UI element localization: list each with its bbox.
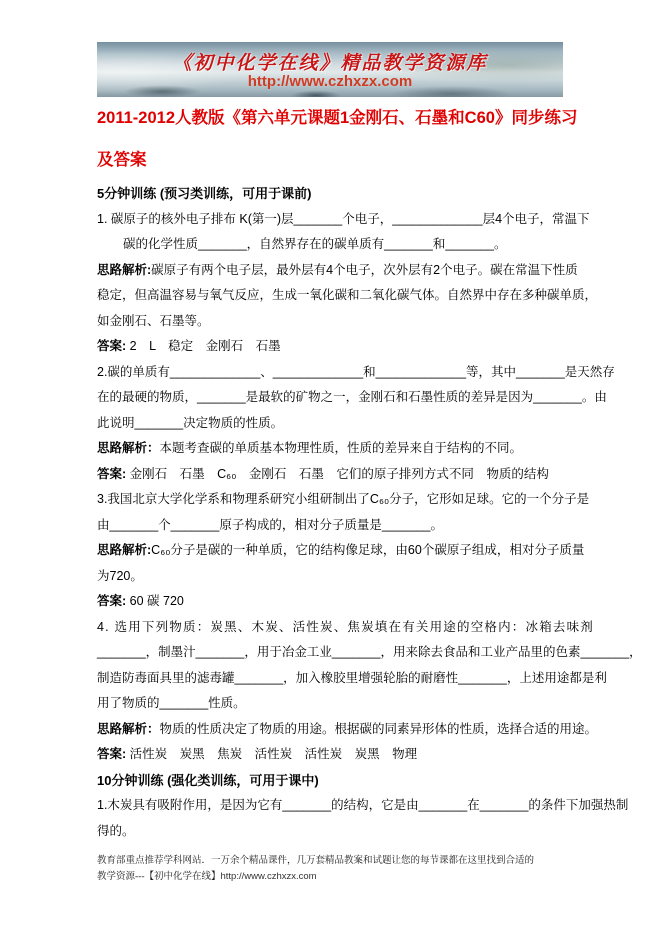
question-2-line-3: 此说明_______决定物质的性质。 bbox=[97, 415, 284, 430]
section-2-header: 10分钟训练 (强化类训练，可用于课中) bbox=[97, 772, 319, 788]
analysis-1-line-3: 如金刚石、石墨等。 bbox=[97, 313, 210, 328]
document-title bbox=[97, 97, 578, 181]
page-footer bbox=[97, 853, 661, 885]
analysis-3 bbox=[97, 538, 661, 589]
question-5 bbox=[97, 793, 661, 844]
question-1-line-1: 1. 碳原子的核外电子排布 K(第一)层_______个电子，_____________层4个电子，常温下 bbox=[97, 211, 590, 226]
answer-2 bbox=[97, 462, 661, 488]
document-title-line-1: 2011-2012人教版《第六单元课题1金刚石、石墨和C60》同步练习 bbox=[97, 109, 578, 127]
answer-1-text: 2 L 稳定 金刚石 石墨 bbox=[126, 339, 281, 353]
answer-4-label: 答案: bbox=[97, 747, 127, 761]
analysis-1 bbox=[97, 258, 661, 335]
footer-line-2-text: 教学资源---【初中化学在线】 bbox=[97, 872, 221, 882]
question-4-line-4: 用了物质的_______性质。 bbox=[97, 696, 246, 710]
analysis-3-line-2: 为720。 bbox=[97, 568, 143, 583]
banner-site-url: http://www.czhxzx.com bbox=[247, 73, 413, 90]
answer-3 bbox=[97, 589, 661, 615]
footer-line-1: 教育部重点推荐学科网站．一万余个精品课件，几万套精品教案和试题让您的每节课都在这里找到合适的 bbox=[97, 856, 535, 866]
question-2 bbox=[97, 360, 661, 437]
analysis-1-text: 碳原子有两个电子层，最外层有4个电子，次外层有2个电子。碳在常温下性质 bbox=[151, 262, 578, 277]
question-5-line-1: 1.木炭具有吸附作用，是因为它有_______的结构，它是由_______在_______的条件下加强热制 bbox=[97, 798, 629, 812]
question-3-line-1: 3.我国北京大学化学系和物理系研究小组研制出了C₆₀分子，它形如足球。它的一个分子是 bbox=[97, 492, 590, 506]
analysis-1-line-2: 稳定，但高温容易与氧气反应，生成一氧化碳和二氧化碳气体。自然界中存在多种碳单质， bbox=[97, 288, 598, 302]
question-3 bbox=[97, 487, 661, 538]
site-banner-image bbox=[97, 42, 563, 97]
answer-3-text: 60 碳 720 bbox=[126, 594, 184, 608]
question-1-line-2: 碳的化学性质_______，自然界存在的碳单质有_______和_______。 bbox=[123, 237, 507, 251]
question-4-line-2: _______，制墨汁_______，用于冶金工业_______，用来除去食品和工业产品里的色素_______， bbox=[97, 645, 642, 659]
answer-1 bbox=[97, 334, 661, 360]
section-1-header: 5分钟训练 (预习类训练，可用于课前) bbox=[97, 186, 312, 201]
question-2-line-2: 在的最硬的物质，_______是最软的矿物之一，金刚石和石墨性质的差异是因为_______。由 bbox=[97, 390, 607, 404]
question-5-line-2: 得的。 bbox=[97, 823, 135, 838]
analysis-4-text: 物质的性质决定了物质的用途。根据碳的同素异形体的性质，选择合适的用途。 bbox=[159, 721, 598, 736]
analysis-1-line-1 bbox=[97, 258, 661, 284]
answer-4-text: 活性炭 炭黑 焦炭 活性炭 活性炭 炭黑 物理 bbox=[126, 747, 418, 761]
answer-3-label: 答案: bbox=[97, 594, 127, 608]
analysis-4-label: 思路解析： bbox=[97, 721, 160, 736]
analysis-2-label: 思路解析： bbox=[97, 441, 160, 455]
question-4-line-1: 4. 选用下列物质：炭黑、木炭、活性炭、焦炭填在有关用途的空格内：冰箱去味剂 bbox=[97, 619, 594, 634]
question-1 bbox=[97, 207, 661, 258]
answer-2-label: 答案: bbox=[97, 466, 127, 481]
banner-site-title: 《初中化学在线》精品教学资源库 bbox=[172, 53, 488, 74]
answer-1-label: 答案: bbox=[97, 339, 127, 353]
document-title-line-2: 及答案 bbox=[97, 151, 147, 169]
analysis-4 bbox=[97, 717, 661, 743]
analysis-1-label: 思路解析: bbox=[97, 262, 152, 277]
question-4 bbox=[97, 615, 661, 717]
analysis-2 bbox=[97, 436, 661, 462]
question-2-line-1: 2.碳的单质有_____________、_____________和_____________等，其中_______是天然存 bbox=[97, 364, 615, 379]
answer-2-text: 金刚石 石墨 C₆₀ 金刚石 石墨 它们的原子排列方式不同 物质的结构 bbox=[126, 466, 549, 481]
analysis-3-label: 思路解析: bbox=[97, 543, 152, 557]
analysis-2-text: 本题考查碳的单质基本物理性质，性质的差异来自于结构的不同。 bbox=[159, 441, 523, 455]
analysis-3-line-1 bbox=[97, 538, 661, 564]
question-4-line-3: 制造防毒面具里的滤毒罐_______，加入橡胶里增强轮胎的耐磨性_______，上述用途都是利 bbox=[97, 670, 607, 685]
analysis-3-text: C₆₀分子是碳的一种单质，它的结构像足球，由60个碳原子组成，相对分子质量 bbox=[151, 543, 585, 557]
answer-4 bbox=[97, 742, 661, 768]
question-3-line-2: 由_______个_______原子构成的，相对分子质量是_______。 bbox=[97, 517, 443, 532]
footer-line-2 bbox=[97, 869, 661, 885]
footer-site-url: http://www.czhxzx.com bbox=[220, 871, 317, 882]
